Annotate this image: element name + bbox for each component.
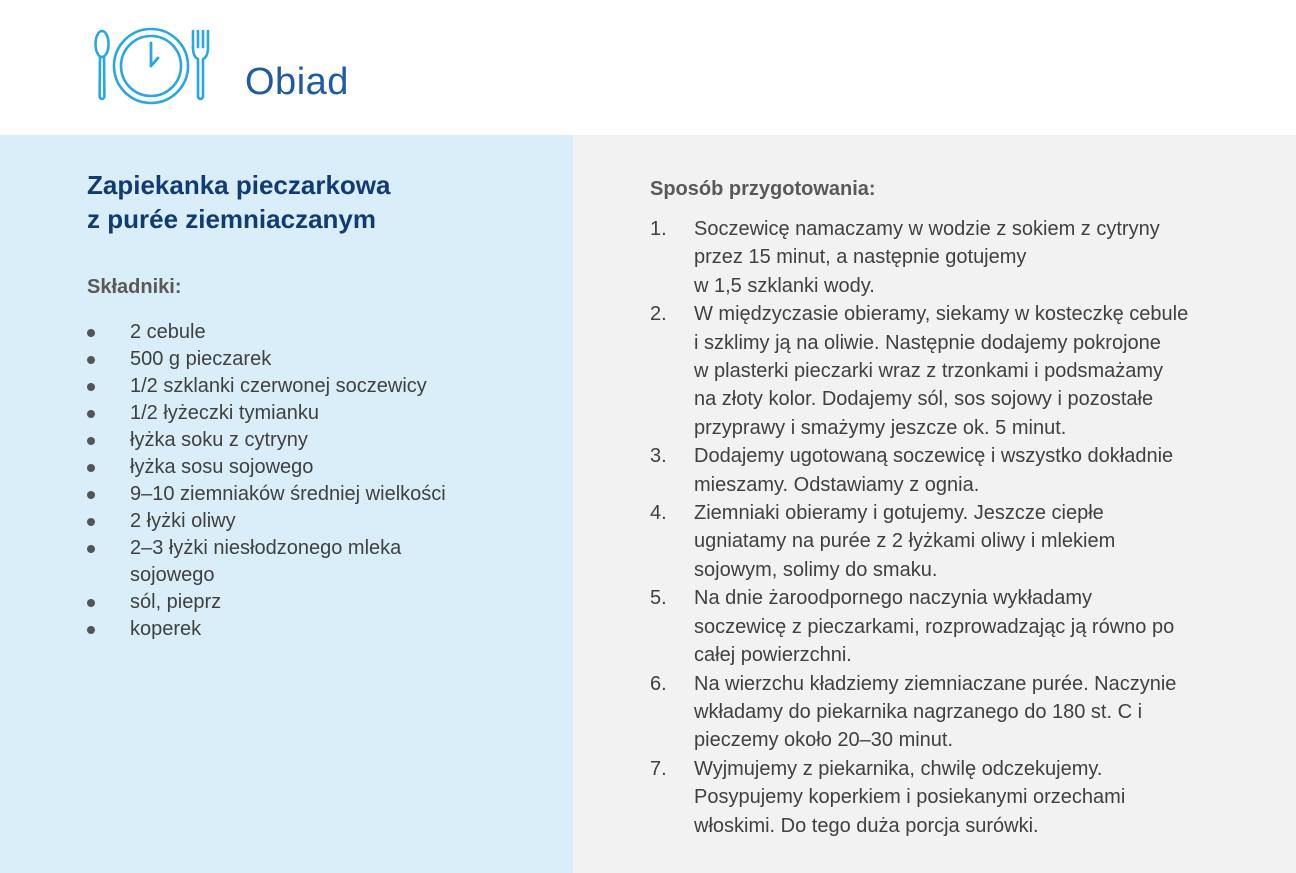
step-text: całej powierzchni. [694, 644, 852, 667]
bullet-icon [87, 599, 95, 607]
step-text: Ziemniaki obieramy i gotujemy. Jeszcze ciepłe [694, 502, 1104, 525]
bullet-icon [87, 464, 95, 472]
ingredient-text: koperek [130, 618, 202, 640]
page-header [0, 0, 1296, 135]
ingredient-text: sojowego [130, 564, 215, 586]
step-text: włoskimi. Do tego duża porcja surówki. [694, 814, 1039, 837]
ingredient-item [87, 319, 557, 346]
ingredient-text: łyżka sosu sojowego [130, 456, 314, 478]
ingredients-heading: Składniki: [87, 276, 182, 298]
ingredient-item [87, 346, 557, 373]
bullet-icon [87, 329, 95, 337]
step-text: Posypujemy koperkiem i posiekanymi orzechami [694, 786, 1126, 809]
step-text: przyprawy i smażymy jeszcze ok. 5 minut. [694, 416, 1067, 439]
bullet-icon [87, 491, 95, 499]
ingredient-item [87, 481, 557, 508]
method-step [650, 670, 1230, 755]
method-steps-list [650, 215, 1230, 840]
step-text: pieczemy około 20–30 minut. [694, 729, 954, 752]
ingredient-item [87, 400, 557, 427]
ingredient-text: 1/2 łyżeczki tymianku [130, 402, 319, 424]
step-text: Na wierzchu kładziemy ziemniaczane purée. Naczynie [694, 672, 1177, 695]
step-number: 3. [650, 445, 667, 468]
bullet-icon [87, 626, 95, 634]
ingredient-text: sól, pieprz [130, 591, 222, 613]
step-text: sojowym, solimy do smaku. [694, 558, 938, 581]
step-number: 2. [650, 303, 667, 326]
step-number: 6. [650, 672, 667, 695]
recipe-title [87, 168, 547, 236]
ingredient-item [87, 427, 557, 454]
ingredient-text: 2 łyżki oliwy [130, 510, 236, 532]
method-step [650, 755, 1230, 840]
ingredient-item [87, 373, 557, 400]
ingredient-text: 500 g pieczarek [130, 348, 272, 370]
method-heading: Sposób przygotowania: [650, 178, 876, 200]
method-step [650, 300, 1230, 442]
step-text: na złoty kolor. Dodajemy sól, sos sojowy i pozostałe [694, 388, 1154, 411]
step-number: 5. [650, 587, 667, 610]
ingredient-text: 2–3 łyżki niesłodzonego mleka [130, 537, 402, 559]
ingredient-text: 2 cebule [130, 321, 206, 343]
step-text: Dodajemy ugotowaną soczewicę i wszystko dokładnie [694, 445, 1174, 468]
ingredient-item [87, 589, 557, 616]
method-step [650, 584, 1230, 669]
bullet-icon [87, 356, 95, 364]
step-text: Soczewicę namaczamy w wodzie z sokiem z cytryny [694, 218, 1160, 240]
step-text: ugniatamy na purée z 2 łyżkami oliwy i mlekiem [694, 530, 1116, 553]
step-number: 4. [650, 502, 667, 525]
bullet-icon [87, 437, 95, 445]
ingredient-item [87, 616, 557, 643]
method-step [650, 499, 1230, 584]
ingredient-item [87, 508, 557, 535]
section-title: Obiad [245, 61, 349, 103]
bullet-icon [87, 518, 95, 526]
step-text: i szklimy ją na oliwie. Następnie dodajemy pokrojone [694, 331, 1161, 354]
ingredient-item [87, 535, 557, 589]
step-text: przez 15 minut, a następnie gotujemy [694, 246, 1027, 269]
recipe-title-line: Zapiekanka pieczarkowa [87, 170, 391, 200]
step-text: W międzyczasie obieramy, siekamy w kosteczkę cebule [694, 303, 1189, 326]
ingredient-text: łyżka soku z cytryny [130, 429, 308, 451]
bullet-icon [87, 383, 95, 391]
method-step [650, 442, 1230, 499]
step-number: 1. [650, 218, 667, 240]
step-text: Wyjmujemy z piekarnika, chwilę odczekujemy. [694, 757, 1103, 780]
step-text: w plasterki pieczarki wraz z trzonkami i podsmażamy [694, 360, 1164, 383]
step-text: wkładamy do piekarnika nagrzanego do 180 st. C i [694, 700, 1143, 723]
ingredients-list [87, 319, 557, 643]
bullet-icon [87, 545, 95, 553]
ingredient-text: 9–10 ziemniaków średniej wielkości [130, 483, 446, 505]
method-step [650, 215, 1230, 300]
recipe-title-line: z purée ziemniaczanym [87, 204, 376, 234]
ingredient-item [87, 454, 557, 481]
step-text: soczewicę z pieczarkami, rozprowadzając ją równo po [694, 615, 1175, 638]
step-text: w 1,5 szklanki wody. [694, 274, 875, 297]
step-number: 7. [650, 757, 667, 780]
bullet-icon [87, 410, 95, 418]
meal-time-icon [92, 26, 218, 106]
ingredient-text: 1/2 szklanki czerwonej soczewicy [130, 375, 427, 397]
step-text: mieszamy. Odstawiamy z ognia. [694, 473, 980, 496]
step-text: Na dnie żaroodpornego naczynia wykładamy [694, 587, 1093, 610]
